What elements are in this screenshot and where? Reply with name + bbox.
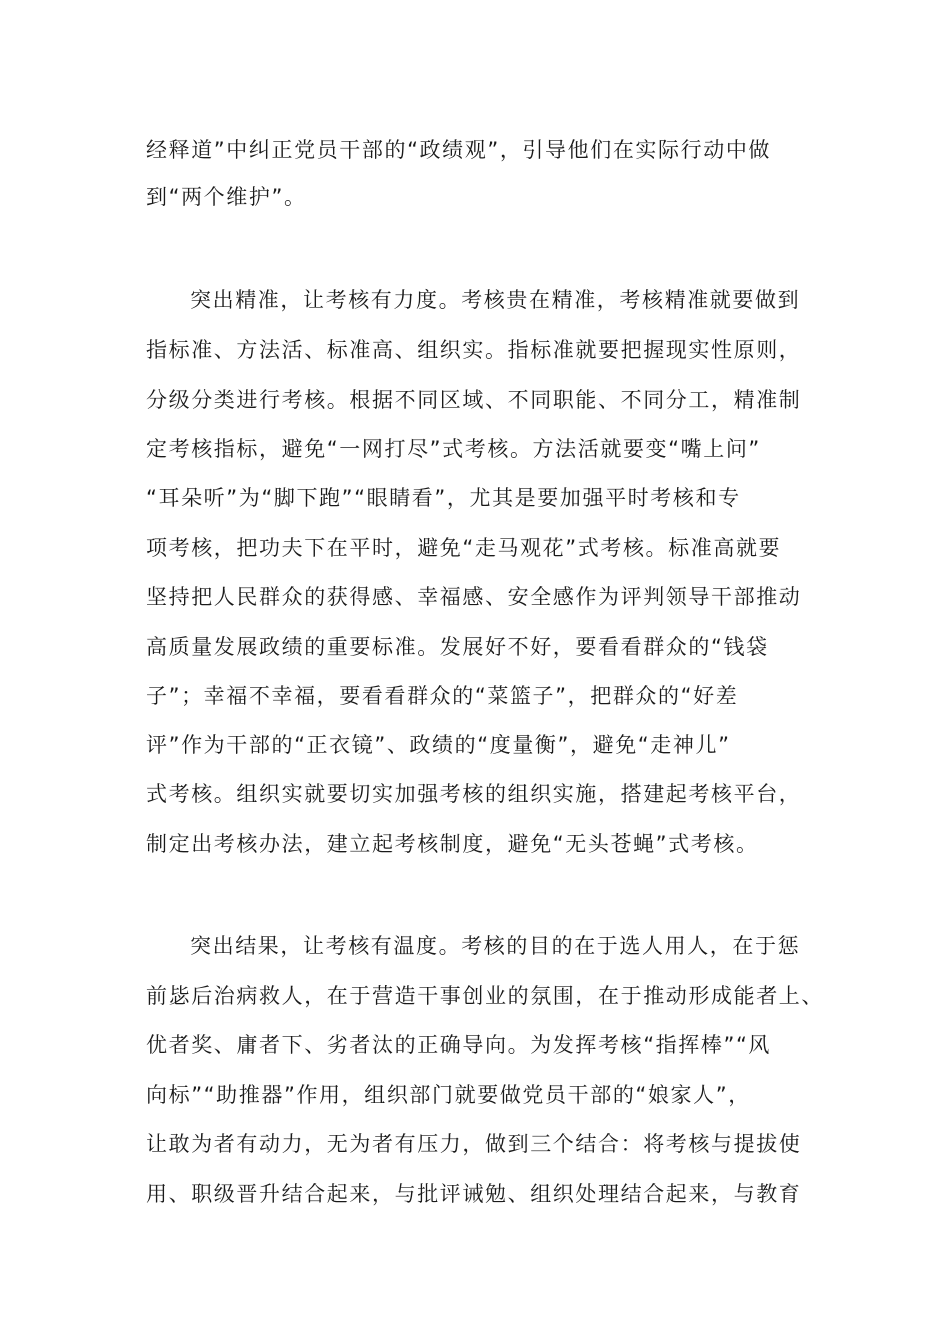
text-line: 优者奖、庸者下、劣者汰的正确导向。为发挥考核“指挥棒”“风 (146, 1033, 772, 1057)
text-line: 向标”“助推器”作用，组织部门就要做党员干部的“娘家人”， (146, 1083, 751, 1107)
text-line: 指标准、方法活、标准高、组织实。指标准就要把握现实性原则， (146, 338, 802, 362)
text-line: 高质量发展政绩的重要标准。发展好不好，要看看群众的“钱袋 (146, 635, 769, 659)
text-line: 用、职级晋升结合起来，与批评诫勉、组织处理结合起来，与教育 (146, 1182, 802, 1206)
text-line: 项考核，把功夫下在平时，避免“走马观花”式考核。标准高就要 (146, 536, 782, 560)
text-line: 坚持把人民群众的获得感、幸福感、安全感作为评判领导干部推动 (146, 585, 802, 609)
text-line: 经释道”中纠正党员干部的“政绩观”，引导他们在实际行动中做 (146, 138, 772, 162)
paragraph-first-line: 突出结果，让考核有温度。考核的目的在于选人用人，在于惩 (190, 934, 801, 958)
text-line: 定考核指标，避免“一网打尽”式考核。方法活就要变“嘴上问” (146, 437, 761, 461)
paragraph-first-line: 突出精准，让考核有力度。考核贵在精准，考核精准就要做到 (190, 288, 801, 312)
text-line: 子”；幸福不幸福，要看看群众的“菜篮子”，把群众的“好差 (146, 684, 739, 708)
text-line: 式考核。组织实就要切实加强考核的组织实施，搭建起考核平台， (146, 782, 802, 806)
text-line: 分级分类进行考核。根据不同区域、不同职能、不同分工，精准制 (146, 388, 802, 412)
text-line: 评”作为干部的“正衣镜”、政绩的“度量衡”，避免“走神儿” (146, 733, 731, 757)
text-line: 到“两个维护”。 (146, 185, 307, 209)
text-line: 前毖后治病救人，在于营造干事创业的氛围，在于推动形成能者上、 (146, 984, 824, 1008)
text-line: 制定出考核办法，建立起考核制度，避免“无头苍蝇”式考核。 (146, 832, 759, 856)
text-line: 让敢为者有动力，无为者有压力，做到三个结合：将考核与提拔使 (146, 1132, 802, 1156)
text-line: “耳朵听”为“脚下跑”“眼睛看”，尤其是要加强平时考核和专 (146, 486, 741, 510)
